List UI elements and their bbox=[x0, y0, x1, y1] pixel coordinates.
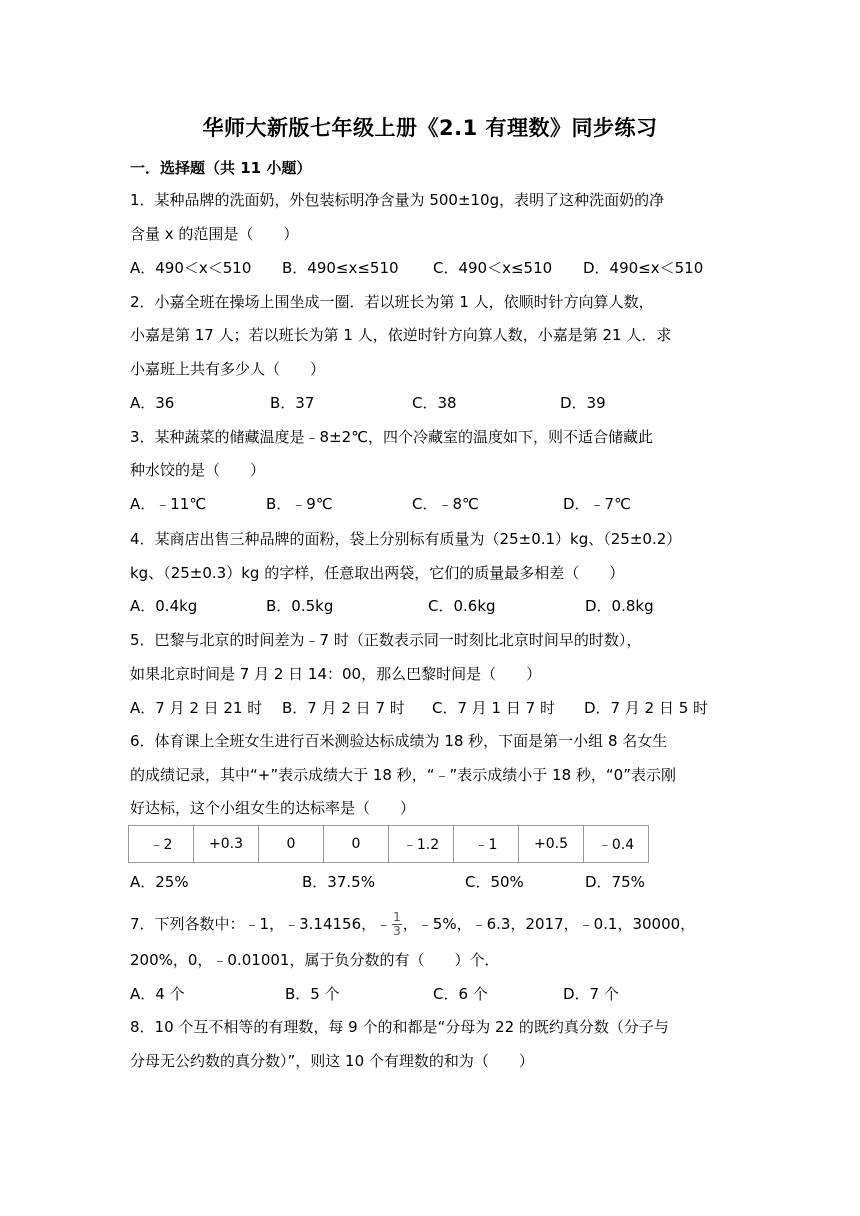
option-a: A．25% bbox=[130, 873, 189, 891]
table-cell: ﹣1.2 bbox=[389, 826, 454, 863]
question-5-line-1: 5．巴黎与北京的时间差为﹣7 时（正数表示同一时刻比北京时间早的时数）， bbox=[130, 631, 642, 649]
option-a: A．4 个 bbox=[130, 985, 185, 1003]
table-cell: 0 bbox=[324, 826, 389, 863]
question-3-line-2: 种水饺的是（ ） bbox=[130, 461, 266, 479]
question-6-line-1: 6．体育课上全班女生进行百米测验达标成绩为 18 秒，下面是第一小组 8 名女生 bbox=[130, 732, 668, 750]
option-c: C．﹣8℃ bbox=[412, 495, 479, 513]
question-6-line-3: 好达标，这个小组女生的达标率是（ ） bbox=[130, 799, 416, 817]
question-2-line-2: 小嘉是第 17 人；若以班长为第 1 人，依逆时针方向算人数，小嘉是第 21 人．求 bbox=[130, 326, 672, 344]
option-d: D．0.8kg bbox=[585, 597, 654, 615]
option-d: D．39 bbox=[560, 394, 606, 412]
option-b: B．5 个 bbox=[285, 985, 340, 1003]
question-7-text-start: 7．下列各数中：﹣1，﹣3.14156， bbox=[130, 915, 377, 933]
table-cell: ﹣1 bbox=[454, 826, 519, 863]
question-2-line-1: 2．小嘉全班在操场上围坐成一圈．若以班长为第 1 人，依顺时针方向算人数， bbox=[130, 293, 654, 311]
section-heading: 一．选择题（共 11 小题） bbox=[130, 159, 312, 177]
question-8-line-2: 分母无公约数的真分数）”，则这 10 个有理数的和为（ ） bbox=[130, 1052, 534, 1070]
question-3-line-1: 3．某种蔬菜的储藏温度是﹣8±2℃，四个冷藏室的温度如下，则不适合储藏此 bbox=[130, 428, 654, 446]
option-a: A．490＜x＜510 bbox=[130, 259, 252, 277]
fraction-denominator: 3 bbox=[393, 924, 401, 938]
option-c: C．50% bbox=[465, 873, 524, 891]
option-a: A．0.4kg bbox=[130, 597, 198, 615]
option-d: D．7 个 bbox=[563, 985, 619, 1003]
option-c: C．0.6kg bbox=[428, 597, 496, 615]
table-cell: ﹣0.4 bbox=[584, 826, 649, 863]
table-cell: +0.5 bbox=[519, 826, 584, 863]
question-2-line-3: 小嘉班上共有多少人（ ） bbox=[130, 360, 326, 378]
option-a: A．﹣11℃ bbox=[130, 495, 207, 513]
option-a: A．36 bbox=[130, 394, 175, 412]
option-a: A．7 月 2 日 21 时 bbox=[130, 699, 263, 717]
option-c: C．7 月 1 日 7 时 bbox=[432, 699, 555, 717]
fraction-numerator: 1 bbox=[393, 910, 401, 924]
option-b: B．7 月 2 日 7 时 bbox=[282, 699, 405, 717]
question-7-line-1 bbox=[130, 910, 695, 938]
question-1-line-2: 含量 x 的范围是（ ） bbox=[130, 225, 299, 243]
option-b: B．490≤x≤510 bbox=[282, 259, 399, 277]
option-b: B．37.5% bbox=[302, 873, 375, 891]
option-c: C．38 bbox=[412, 394, 457, 412]
score-table bbox=[128, 825, 649, 863]
question-7-text-end: ，﹣5%，﹣6.3，2017，﹣0.1，30000， bbox=[402, 915, 696, 933]
table-cell: ﹣2 bbox=[129, 826, 194, 863]
option-c: C．6 个 bbox=[433, 985, 488, 1003]
table-row bbox=[129, 826, 649, 863]
option-d: D．﹣7℃ bbox=[563, 495, 631, 513]
option-b: B．37 bbox=[270, 394, 315, 412]
question-4-line-2: kg、（25±0.3）kg 的字样，任意取出两袋，它们的质量最多相差（ ） bbox=[130, 564, 625, 582]
question-4-line-1: 4．某商店出售三种品牌的面粉，袋上分别标有质量为（25±0.1）kg、（25±0.2） bbox=[130, 530, 682, 548]
question-5-line-2: 如果北京时间是 7 月 2 日 14：00，那么巴黎时间是（ ） bbox=[130, 665, 542, 683]
question-8-line-1: 8．10 个互不相等的有理数，每 9 个的和都是“分母为 22 的既约真分数（分子与 bbox=[130, 1018, 669, 1036]
fraction-sign: ﹣ bbox=[376, 915, 392, 933]
option-c: C．490＜x≤510 bbox=[433, 259, 553, 277]
page-title: 华师大新版七年级上册《2.1 有理数》同步练习 bbox=[202, 116, 658, 140]
question-7-line-2: 200%，0，﹣0.01001，属于负分数的有（ ）个． bbox=[130, 951, 500, 969]
option-b: B．﹣9℃ bbox=[266, 495, 333, 513]
option-b: B．0.5kg bbox=[266, 597, 334, 615]
question-1-line-1: 1．某种品牌的洗面奶，外包装标明净含量为 500±10g，表明了这种洗面奶的净 bbox=[130, 191, 665, 209]
table-cell: 0 bbox=[259, 826, 324, 863]
question-6-line-2: 的成绩记录，其中“+”表示成绩大于 18 秒，“﹣”表示成绩小于 18 秒，“0”表示刚 bbox=[130, 766, 676, 784]
fraction-one-third bbox=[392, 911, 402, 938]
option-d: D．7 月 2 日 5 时 bbox=[584, 699, 709, 717]
table-cell: +0.3 bbox=[194, 826, 259, 863]
option-d: D．75% bbox=[585, 873, 645, 891]
option-d: D．490≤x＜510 bbox=[583, 259, 704, 277]
